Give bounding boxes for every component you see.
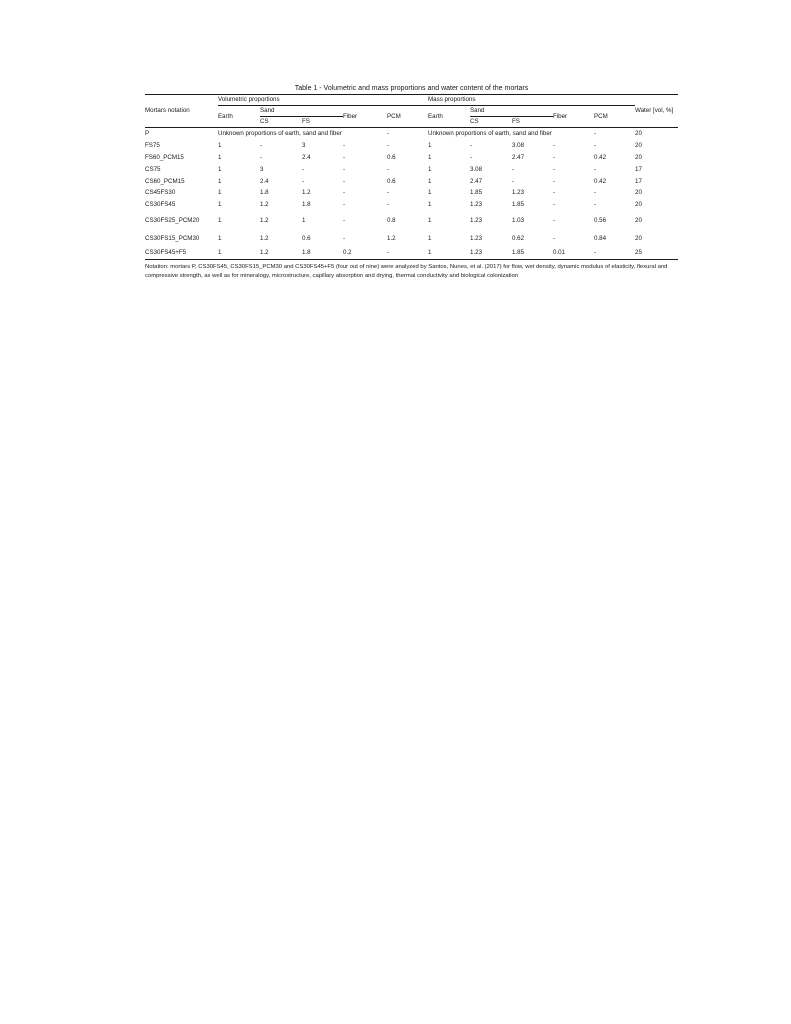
cell-vol-pcm: -	[387, 141, 390, 149]
table-row	[145, 187, 678, 199]
cell-vol-pcm: 0.6	[387, 153, 396, 161]
cell-mass-pcm: 0.84	[594, 235, 607, 243]
cell-mass-cs: -	[470, 153, 473, 161]
cell-water: 20	[635, 153, 642, 161]
cell-mass-cs: 1.23	[470, 217, 483, 225]
cell-mass-earth: 1	[428, 201, 432, 209]
cell-water: 25	[635, 247, 678, 259]
table-notation: Notation: mortars P, CS30FS45, CS30FS15_PCM30 and CS30FS45+F5 (four out of nine) were analyzed by Santos, Nunes, et al. (2017) for flow, wet density, dynamic modulus of elasticity, flexural and compressive strength, as well as for mineralogy, microstructure, capillary absorption and drying, thermal conductivity and biological colonization	[145, 264, 668, 280]
cell-mortar-name: FS60_PCM15	[145, 153, 184, 161]
cell-vol-fs: 0.6	[302, 235, 311, 243]
row-vol-note: Unknown proportions of earth, sand and fiber	[218, 129, 342, 137]
cell-mass-fs: 1.03	[512, 217, 525, 225]
cell-mortar-name: CS60_PCM15	[145, 177, 185, 185]
cell-vol-fs: 1	[302, 217, 306, 225]
cell-vol-fs: 1.8	[302, 247, 343, 259]
header-mass-fiber: Fiber	[553, 106, 594, 128]
cell-vol-earth: 1	[218, 177, 222, 185]
cell-mass-fiber: -	[553, 153, 556, 161]
header-mass-cs: CS	[470, 117, 512, 128]
cell-mortar-name: CS75	[145, 165, 161, 173]
header-volumetric-proportions: Volumetric proportions	[218, 96, 280, 103]
cell-mass-earth: 1	[428, 247, 470, 259]
cell-mass-earth: 1	[428, 153, 432, 161]
cell-water: 17	[635, 165, 642, 173]
cell-mass-cs: 3.08	[470, 165, 483, 173]
cell-vol-fs: -	[302, 165, 305, 173]
header-mass-pcm: PCM	[594, 106, 635, 128]
cell-mortar-name: CS30FS15_PCM30	[145, 235, 200, 243]
cell-vol-earth: 1	[218, 141, 222, 149]
cell-mortar-name: FS75	[145, 141, 160, 149]
table-row	[145, 176, 678, 188]
cell-mass-fiber: -	[553, 189, 556, 197]
cell-vol-cs: 1.2	[260, 235, 269, 243]
cell-vol-earth: 1	[218, 247, 260, 259]
table-row	[145, 128, 678, 140]
cell-mass-cs: 1.23	[470, 201, 483, 209]
cell-mass-cs: 1.85	[470, 189, 483, 197]
cell-mass-earth: 1	[428, 177, 432, 185]
cell-mass-earth: 1	[428, 217, 432, 225]
cell-mass-fiber: 0.01	[553, 247, 594, 259]
header-mass-fs: FS	[512, 117, 553, 128]
cell-mass-earth: 1	[428, 141, 432, 149]
table-row	[145, 164, 678, 176]
cell-vol-fiber: -	[343, 177, 346, 185]
cell-vol-fs: 1.8	[302, 201, 311, 209]
cell-mortar-name: CS30FS25_PCM20	[145, 217, 200, 225]
row-mass-note: Unknown proportions of earth, sand and fiber	[428, 129, 552, 137]
row-name: P	[145, 129, 150, 137]
cell-mass-fs: 1.23	[512, 189, 525, 197]
cell-vol-fs: 3	[302, 141, 306, 149]
mortar-proportions-table	[145, 94, 678, 260]
cell-mass-cs: 1.23	[470, 235, 483, 243]
header-vol-fs: FS	[302, 117, 343, 128]
cell-mass-fiber: -	[553, 165, 556, 173]
cell-mass-fiber: -	[553, 141, 556, 149]
cell-mass-cs: -	[470, 141, 473, 149]
cell-vol-pcm: -	[387, 165, 390, 173]
cell-vol-earth: 1	[218, 217, 222, 225]
cell-vol-earth: 1	[218, 153, 222, 161]
cell-vol-earth: 1	[218, 165, 222, 173]
cell-vol-fiber: 0.2	[343, 247, 387, 259]
cell-mass-fiber: -	[553, 201, 556, 209]
header-mass-proportions: Mass proportions	[428, 96, 476, 103]
table-row	[145, 231, 678, 247]
cell-vol-fiber: -	[343, 165, 346, 173]
cell-mass-earth: 1	[428, 235, 432, 243]
cell-mass-fiber: -	[553, 177, 556, 185]
header-vol-fiber: Fiber	[343, 106, 387, 128]
cell-vol-fiber: -	[343, 153, 346, 161]
cell-vol-earth: 1	[218, 235, 222, 243]
header-vol-sand: Sand	[260, 106, 343, 117]
cell-vol-pcm: 0.6	[387, 177, 396, 185]
cell-water: 20	[635, 189, 642, 197]
cell-water: 20	[635, 201, 642, 209]
table-row	[145, 247, 678, 259]
cell-mass-pcm: -	[594, 247, 635, 259]
cell-vol-pcm: -	[387, 189, 390, 197]
cell-mass-fs: 2.47	[512, 153, 525, 161]
cell-water: 20	[635, 235, 642, 243]
cell-vol-cs: 1.8	[260, 189, 269, 197]
header-mass-sand: Sand	[470, 106, 553, 117]
cell-mass-earth: 1	[428, 165, 432, 173]
cell-vol-fs: -	[302, 177, 305, 185]
cell-mass-earth: 1	[428, 189, 432, 197]
cell-mass-cs: 2.47	[470, 177, 483, 185]
cell-mass-fs: 1.85	[512, 201, 525, 209]
cell-mass-fs: -	[512, 177, 515, 185]
cell-mass-pcm: 0.42	[594, 153, 607, 161]
cell-vol-pcm: 1.2	[387, 235, 396, 243]
cell-vol-cs: 1.2	[260, 247, 302, 259]
cell-vol-fiber: -	[343, 217, 346, 225]
cell-vol-cs: -	[260, 153, 263, 161]
cell-vol-cs: 1.2	[260, 217, 269, 225]
table-row	[145, 211, 678, 231]
cell-vol-pcm: 0.8	[387, 217, 396, 225]
table-row	[145, 199, 678, 211]
cell-vol-cs: 2.4	[260, 177, 269, 185]
cell-mortar-name: CS30FS45	[145, 201, 176, 209]
cell-mass-pcm: 0.56	[594, 217, 607, 225]
cell-vol-cs: 3	[260, 165, 264, 173]
cell-mass-pcm: -	[594, 165, 597, 173]
cell-vol-fiber: -	[343, 201, 346, 209]
cell-mass-pcm: -	[594, 141, 597, 149]
cell-vol-pcm: -	[387, 247, 428, 259]
cell-vol-fiber: -	[343, 235, 346, 243]
table-row	[145, 152, 678, 164]
cell-mass-pcm: -	[594, 189, 597, 197]
cell-vol-earth: 1	[218, 201, 222, 209]
cell-mass-fs: -	[512, 165, 515, 173]
cell-vol-cs: -	[260, 141, 263, 149]
document-page	[145, 84, 678, 287]
header-water: Water [vol, %]	[635, 95, 678, 128]
cell-mortar-name: CS45FS30	[145, 189, 176, 197]
cell-mortar-name: CS30FS45+F5	[145, 247, 218, 259]
cell-water: 20	[635, 141, 642, 149]
row-vol-pcm: -	[387, 129, 390, 137]
cell-mass-fs: 0.62	[512, 235, 525, 243]
cell-water: 20	[635, 217, 642, 225]
header-vol-earth: Earth	[218, 106, 260, 128]
cell-vol-fs: 2.4	[302, 153, 311, 161]
row-mass-pcm: -	[594, 129, 597, 137]
cell-vol-fiber: -	[343, 141, 346, 149]
header-vol-pcm: PCM	[387, 106, 428, 128]
header-mortars-notation: Mortars notation	[145, 95, 218, 128]
header-vol-cs: CS	[260, 117, 302, 128]
cell-vol-pcm: -	[387, 201, 390, 209]
cell-mass-fiber: -	[553, 235, 556, 243]
cell-mass-fs: 1.85	[512, 247, 553, 259]
cell-mass-cs: 1.23	[470, 247, 512, 259]
row-water: 20	[635, 129, 642, 137]
cell-mass-pcm: 0.42	[594, 177, 607, 185]
cell-vol-earth: 1	[218, 189, 222, 197]
table-row	[145, 140, 678, 152]
cell-mass-fiber: -	[553, 217, 556, 225]
header-mass-earth: Earth	[428, 106, 470, 128]
cell-mass-fs: 3.08	[512, 141, 525, 149]
cell-vol-fs: 1.2	[302, 189, 311, 197]
cell-water: 17	[635, 177, 642, 185]
cell-vol-fiber: -	[343, 189, 346, 197]
table-caption: Table 1 - Volumetric and mass proportions and water content of the mortars	[294, 85, 529, 92]
cell-vol-cs: 1.2	[260, 201, 269, 209]
cell-mass-pcm: -	[594, 201, 597, 209]
